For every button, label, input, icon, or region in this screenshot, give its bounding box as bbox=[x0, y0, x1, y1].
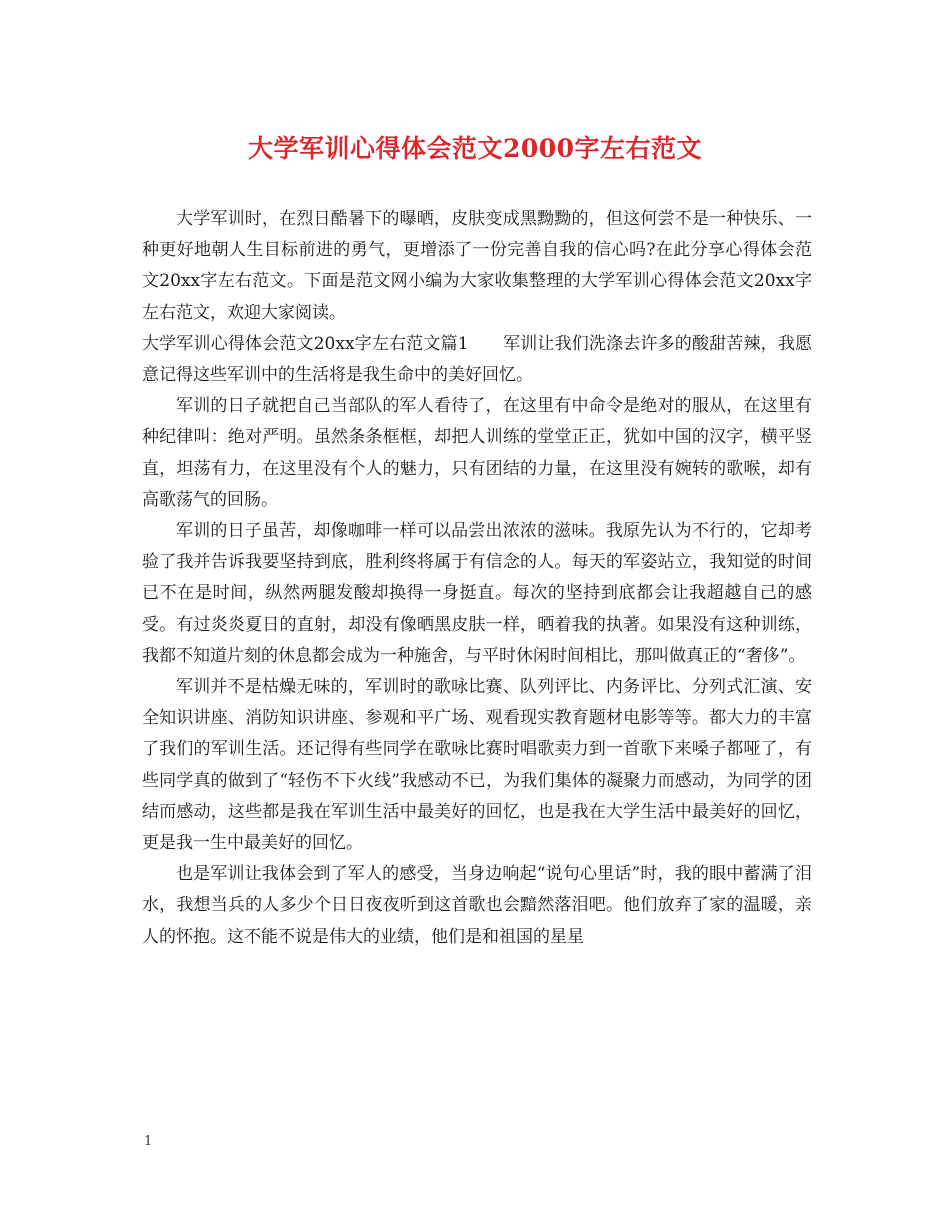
paragraph-intro: 大学军训时，在烈日酷暑下的曝晒，皮肤变成黑黝黝的，但这何尝不是一种快乐、一种更好地朝人生目标前进的勇气，更增添了一份完善自我的信心吗?在此分享心得体会范文20xx字左右范文。下面是范文网小编为大家收集整理的大学军训心得体会范文20xx字左右范文，欢迎大家阅读。 bbox=[142, 209, 812, 323]
paragraph-hardship: 军训的日子虽苦，却像咖啡一样可以品尝出浓浓的滋味。我原先认为不行的，它却考验了我并告诉我要坚持到底，胜利终将属于有信念的人。每天的军姿站立，我知觉的时间已不在是时间，纵然两腿发酸却换得一身挺直。每次的坚持到底都会让我超越自己的感受。有过炎炎夏日的直射，却没有像晒黑皮肤一样，晒着我的执著。如果没有这种训练，我都不知道片刻的休息都会成为一种施舍，与平时休闲时间相比，那叫做真正的“奢侈”。 bbox=[142, 521, 812, 666]
paragraph-activities: 军训并不是枯燥无味的，军训时的歌咏比赛、队列评比、内务评比、分列式汇演、安全知识讲座、消防知识讲座、参观和平广场、观看现实教育题材电影等等。都大力的丰富了我们的军训生活。还记得有些同学在歌咏比赛时唱歌卖力到一首歌下来嗓子都哑了，有些同学真的做到了“轻伤不下火线”我感动不已，为我们集体的凝聚力而感动，为同学的团结而感动，这些都是我在军训生活中最美好的回忆，也是我在大学生活中最美好的回忆，更是我一生中最美好的回忆。 bbox=[142, 677, 812, 854]
document-body bbox=[142, 204, 812, 953]
paragraph-discipline: 军训的日子就把自己当部队的军人看待了，在这里有中命令是绝对的服从，在这里有种纪律叫：绝对严明。虽然条条框框，却把人训练的堂堂正正，犹如中国的汉字，横平竖直，坦荡有力，在这里没有个人的魅力，只有团结的力量，在这里没有婉转的歌喉，却有高歌荡气的回肠。 bbox=[142, 396, 812, 510]
paragraph-soldier-feelings: 也是军训让我体会到了军人的感受，当身边响起“说句心里话”时，我的眼中蓄满了泪水，我想当兵的人多少个日日夜夜听到这首歌也会黯然落泪吧。他们放弃了家的温暖，亲人的怀抱。这不能不说是伟大的业绩，他们是和祖国的星星 bbox=[142, 864, 812, 947]
paragraph-section-heading: 大学军训心得体会范文20xx字左右范文篇1 军训让我们洗涤去许多的酸甜苦辣，我愿意记得这些军训中的生活将是我生命中的美好回忆。 bbox=[142, 333, 812, 386]
document-title: 大学军训心得体会范文2000字左右范文 bbox=[247, 134, 703, 163]
page-number: 1 bbox=[144, 1134, 153, 1149]
